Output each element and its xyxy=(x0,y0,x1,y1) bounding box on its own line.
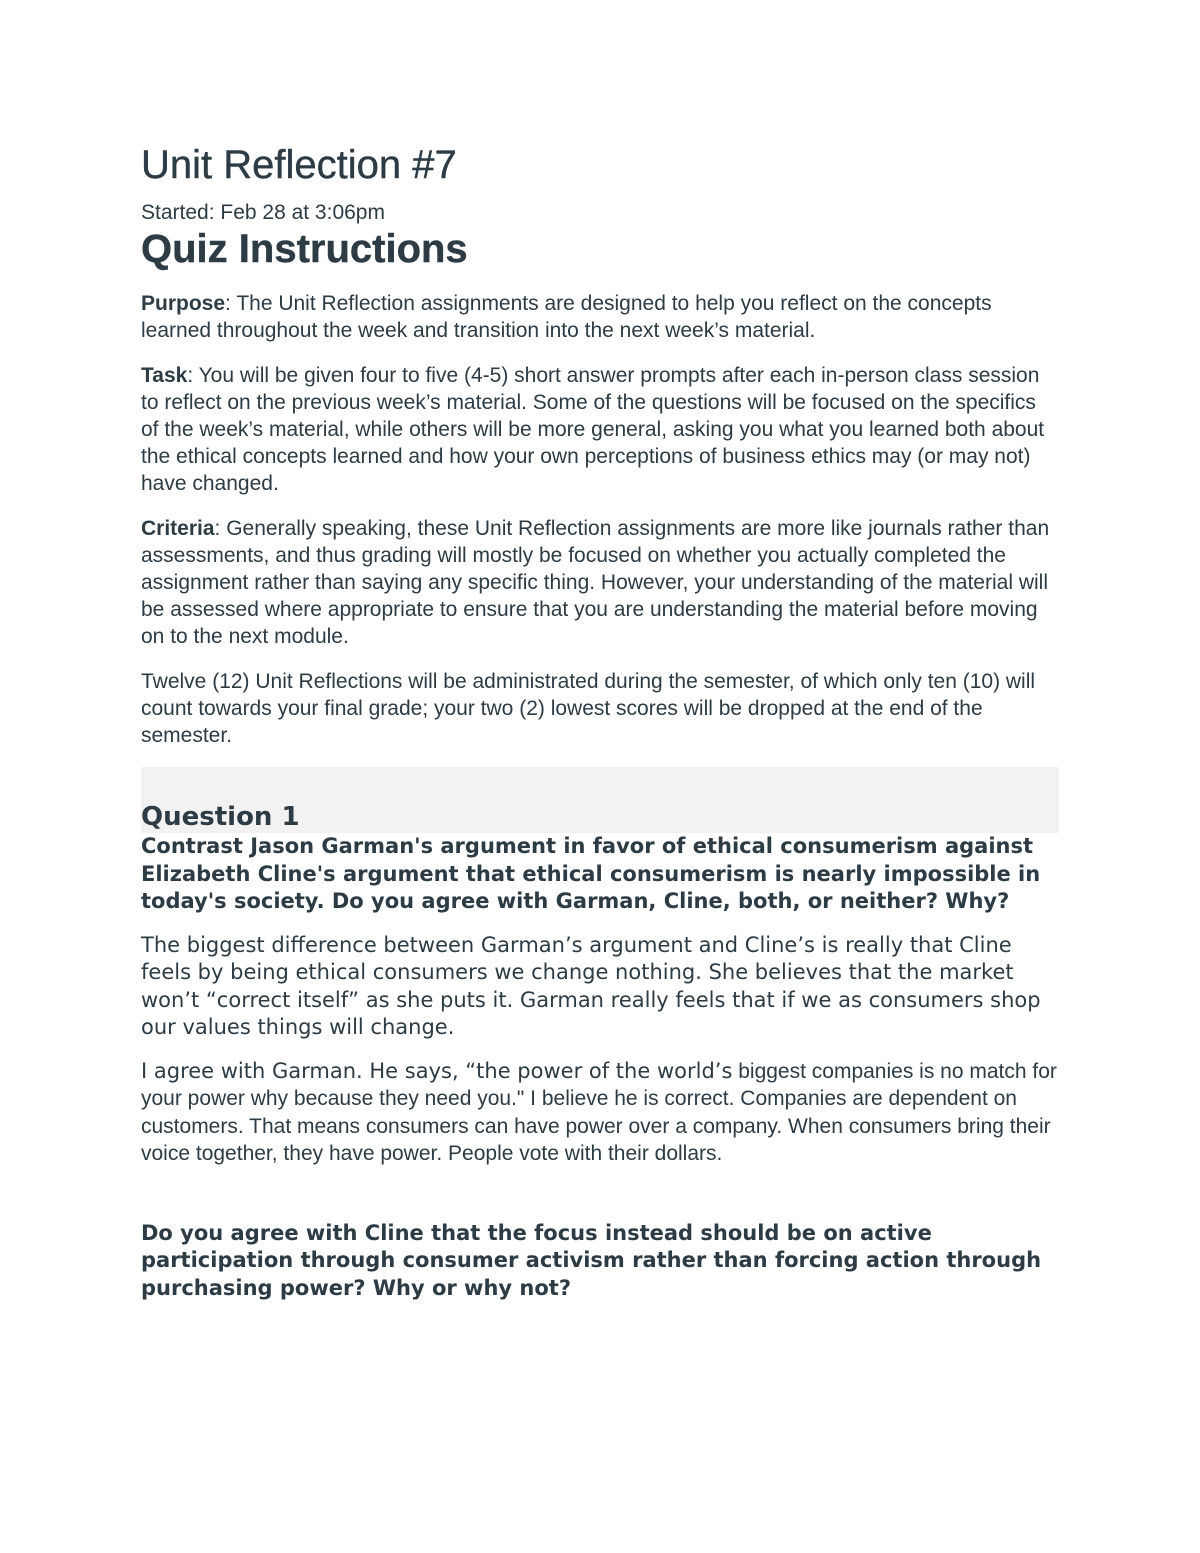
task-paragraph xyxy=(141,362,1059,497)
quiz-page xyxy=(141,140,1059,1302)
answer-paragraph-2[interactable] xyxy=(141,1058,1059,1168)
question-header xyxy=(141,767,1059,833)
started-timestamp: Started: Feb 28 at 3:06pm xyxy=(141,201,385,224)
task-text: : You will be given four to five (4-5) short answer prompts after each in-person class session to reflect on the previous week’s material. Some of the questions will be focused on the specifics of the week’s material, while others will be more general, asking you what you learned both about the ethical concepts learned and how your own perceptions of business ethics may (or may not) have changed. xyxy=(141,364,1045,495)
page-title: Unit Reflection #7 xyxy=(141,143,457,187)
criteria-paragraph xyxy=(141,515,1059,650)
dropped-scores-note: Twelve (12) Unit Reflections will be administrated during the semester, of which only ten (10) will count towards your final grade; your two (2) lowest scores will be dropped at the end of the semester. xyxy=(141,670,1036,747)
instructions-heading: Quiz Instructions xyxy=(141,227,468,271)
purpose-paragraph xyxy=(141,290,1059,344)
answer-paragraph-2-rest: biggest companies is no match for your power why because they need you." I believe he is correct. Companies are dependent on customers. That means consumers can have power over a company. When consumers bring their voice together, they have power. People vote with their dollars. xyxy=(141,1059,1057,1165)
purpose-label: Purpose xyxy=(141,292,226,315)
criteria-text: : Generally speaking, these Unit Reflection assignments are more like journals rather than assessments, and thus grading will mostly be focused on whether you actually completed the assignment rather than saying any specific thing. However, your understanding of the material will be assessed where appropriate to ensure that you are understanding the material before moving on to the next module. xyxy=(141,517,1050,648)
question-number: Question 1 xyxy=(141,802,300,832)
task-label: Task xyxy=(141,364,188,387)
criteria-label: Criteria xyxy=(141,517,215,540)
answer-paragraph-2-start: I agree with Garman. He says, “the power of the world’s xyxy=(141,1058,733,1083)
question-prompt: Contrast Jason Garman's argument in favor of ethical consumerism against Elizabeth Cline's argument that ethical consumerism is nearly impossible in today's society. Do you agree with Garman, Cline, both, or neither? Why? xyxy=(141,834,1041,913)
purpose-text: : The Unit Reflection assignments are designed to help you reflect on the concepts learned throughout the week and transition into the next week’s material. xyxy=(141,292,992,342)
answer-paragraph-1[interactable]: The biggest difference between Garman’s argument and Cline’s is really that Cline feels by being ethical consumers we change nothing. She believes that the market won’t “correct itself” as she puts it. Garman really feels that if we as consumers shop our values things will change. xyxy=(141,932,1041,1039)
followup-question-prompt: Do you agree with Cline that the focus instead should be on active participation through consumer activism rather than forcing action through purchasing power? Why or why not? xyxy=(141,1220,1042,1300)
